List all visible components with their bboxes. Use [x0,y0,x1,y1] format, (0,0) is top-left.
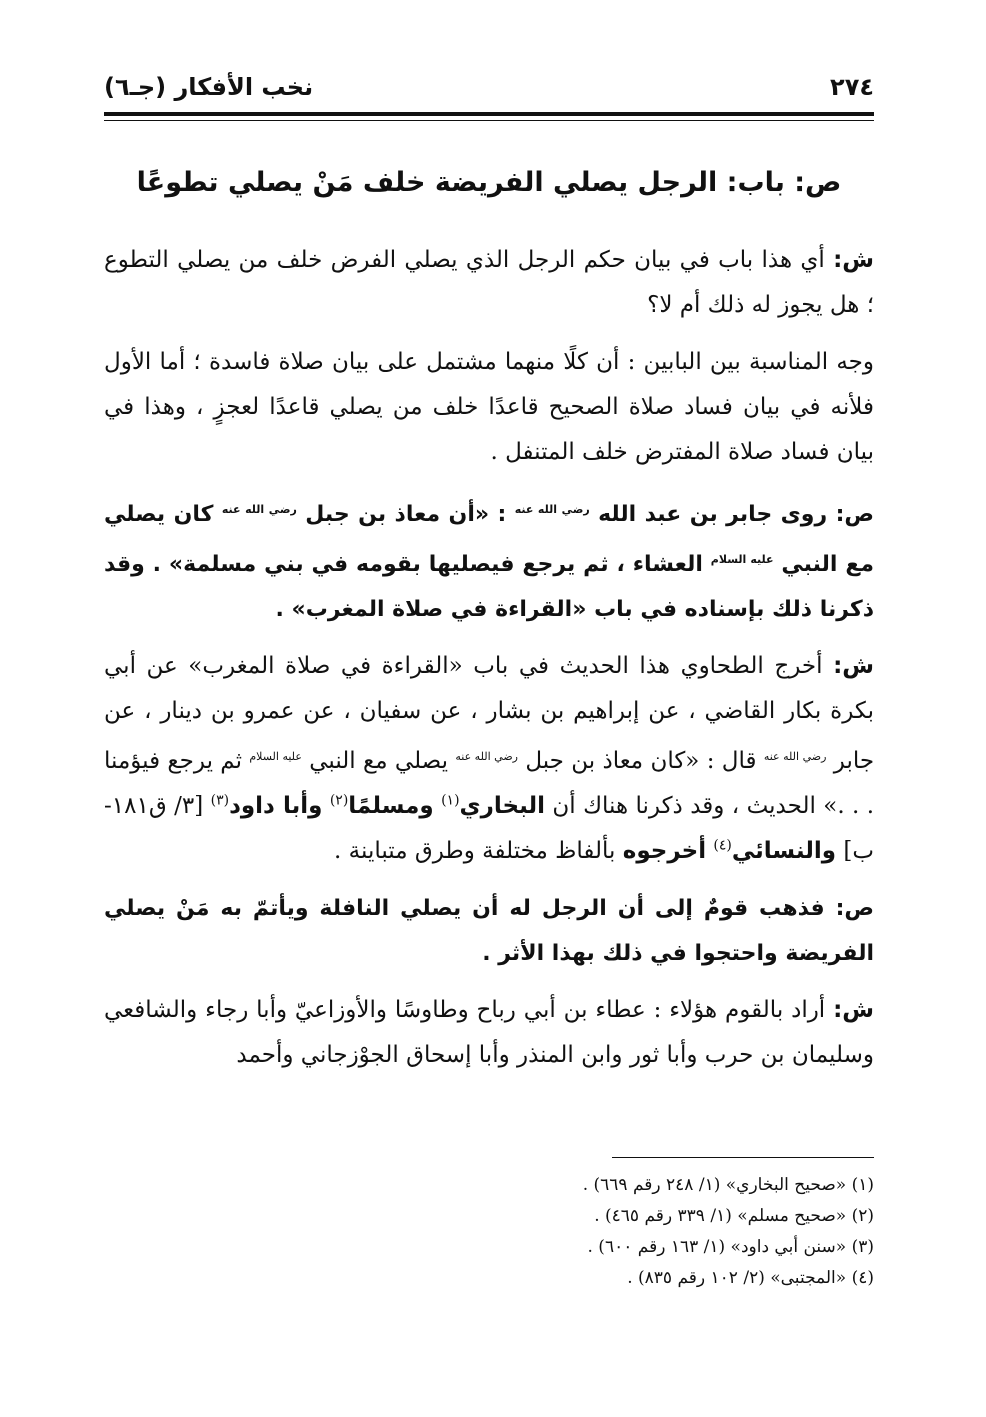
sharh-marker: ش: [833,997,874,1023]
sharh-marker: ش: [833,653,874,679]
paragraph-4-text-4: ثم يرجع فيؤمنا . . .» الحديث ، وقد ذكرنا هناك أن [104,748,875,819]
paragraph-4-text-2: قال : «كان معاذ بن جبل [525,748,757,774]
footnote-2: (٢) «صحيح مسلم» (١/ ٣٣٩ رقم ٤٦٥) . [594,1206,874,1226]
name-abu-dawud: أبا داود [229,793,309,819]
honorific-glyph: عليه السلام [249,750,302,763]
paragraph-6 [104,988,874,1078]
honorific-glyph: رضي الله عنه [763,750,827,763]
name-nasai: النسائي [731,838,822,864]
book-title: نخب الأفكار (جـ٦) [104,73,314,101]
paragraph-4-text-1: أخرج الطحاوي هذا الحديث في باب «القراءة في صلاة المغرب» عن أبي بكرة بكار القاضي ، عن إبراهيم بن بشار ، عن سفيان ، عن عمرو بن دينار ، عن جابر [104,653,875,774]
paragraph-1 [104,238,874,328]
paragraph-3 [104,487,874,632]
paragraph-1-text: أي هذا باب في بيان حكم الرجل الذي يصلي الفرض خلف من يصلي التطوع ؛ هل يجوز له ذلك أم لا؟ [104,247,874,318]
footnote-1: (١) «صحيح البخاري» (١/ ٢٤٨ رقم ٦٦٩) . [582,1175,874,1195]
matn-marker: ص: [835,502,874,527]
header-rule-thin [104,120,874,121]
name-bukhari: البخاري [459,793,545,819]
word-akhrajuhu: أخرجوه [622,838,707,864]
paragraph-4-tail: بألفاظ مختلفة وطرق متباينة . [334,838,616,864]
honorific-glyph: رضي الله عنه [514,503,590,516]
honorific-glyph: رضي الله عنه [455,750,518,763]
sharh-marker: ش: [833,247,874,273]
footnote-3: (٣) «سنن أبي داود» (١/ ١٦٣ رقم ٦٠٠) . [587,1237,874,1257]
conjunction: و [419,793,434,819]
footnote-ref-4: (٤) [713,837,732,854]
footnote-4: (٤) «المجتبى» (٢/ ١٠٢ رقم ٨٣٥) . [627,1268,874,1288]
chapter-title: ص: باب: الرجل يصلي الفريضة خلف مَنْ يصلي تطوعًا [136,167,842,198]
page-number: ٢٧٤ [830,73,874,101]
honorific-glyph: رضي الله عنه [221,503,297,516]
conjunction: و [821,838,837,864]
paragraph-3-text-1: روى جابر بن عبد الله [598,502,828,527]
paragraph-2 [104,340,874,475]
footnote-ref-1: (١) [441,792,460,809]
header-rule-thick [104,112,874,116]
paragraph-4-text-3: يصلي مع النبي [309,748,449,774]
paragraph-5-text: فذهب قومٌ إلى أن الرجل له أن يصلي النافلة ويأتمّ به مَنْ يصلي الفريضة واحتجوا في ذلك بهذا الأثر . [104,896,874,966]
running-header [104,62,874,112]
main-text [104,238,874,1090]
conjunction: و [308,793,323,819]
footnote-divider [612,1157,874,1158]
paragraph-6-text: أراد بالقوم هؤلاء : عطاء بن أبي رباح وطاوسًا والأوزاعيّ وأبا رجاء والشافعي وسليمان بن حرب وأبا ثور وابن المنذر وأبا إسحاق الجوْزجاني وأحمد [104,997,874,1068]
paragraph-5 [104,886,874,976]
footnote-ref-2: (٢) [329,792,349,809]
paragraph-3-text-2: : «أن معاذ بن جبل [305,502,507,527]
honorific-glyph: عليه السلام [710,553,774,566]
paragraph-3-text-3: كان يصلي مع النبي [104,502,874,577]
footnotes [104,1170,874,1294]
paragraph-2-text: وجه المناسبة بين البابين : أن كلًا منهما مشتمل على بيان صلاة فاسدة ؛ أما الأول فلأنه في بيان فساد صلاة الصحيح قاعدًا خلف من يصلي قاعدًا لعجزٍ ، وهذا في بيان فساد صلاة المفترض خلف المتنفل . [104,349,874,465]
name-muslim: مسلمًا [348,793,420,819]
paragraph-3-text-4: العشاء ، ثم يرجع فيصليها بقومه في بني مسلمة» . وقد ذكرنا ذلك بإسناده في باب «القراءة في صلاة المغرب» . [104,552,874,622]
matn-marker: ص: [835,896,874,921]
footnote-ref-3: (٣) [210,792,230,809]
paragraph-4 [104,644,874,874]
manuscript-ref: [٣/ ق١٨١-ب] [104,793,874,864]
